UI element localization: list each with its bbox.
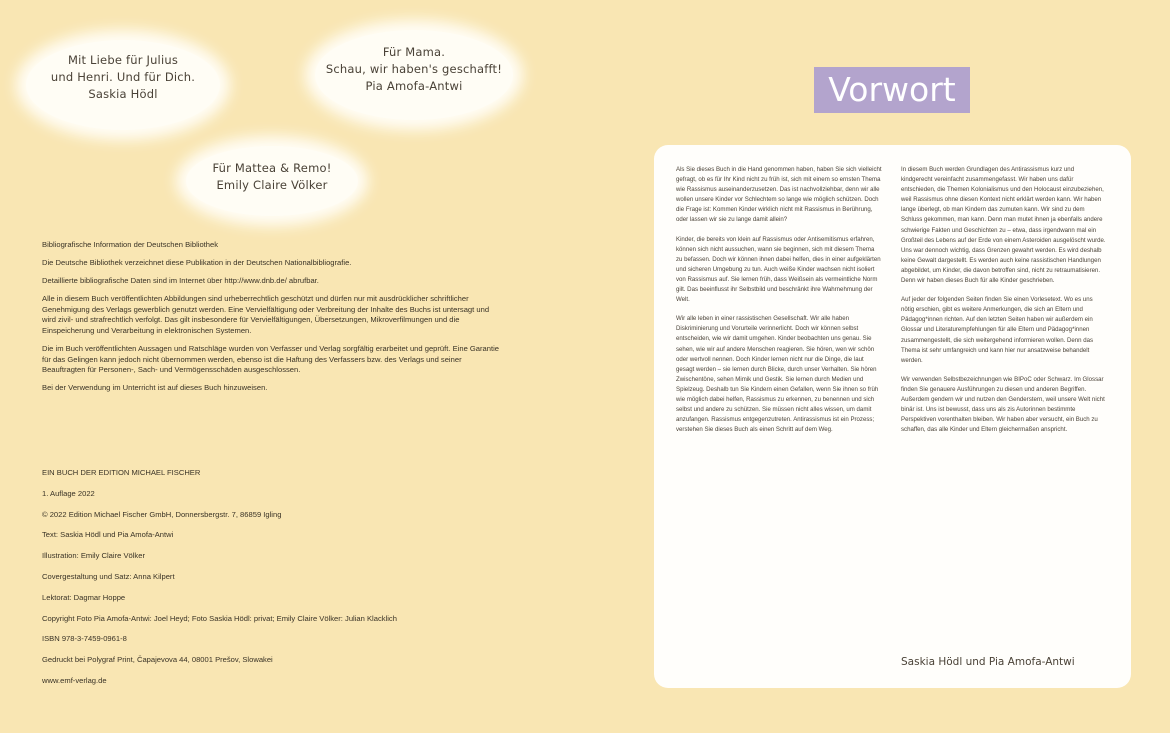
foreword-left-column	[676, 165, 882, 444]
foreword-right-column	[901, 165, 1107, 444]
credit-line: Covergestaltung und Satz: Anna Kilpert	[42, 571, 175, 581]
dedication-line: Saskia Hödl	[88, 87, 158, 101]
credit-line: Lektorat: Dagmar Hoppe	[42, 592, 126, 602]
dedication-line: Pia Amofa-Antwi	[365, 79, 463, 93]
credit-line: Gedruckt bei Polygraf Print, Čapajevova 44, 08001 Prešov, Slowakei	[42, 655, 273, 665]
imprint-paragraph: Die Deutsche Bibliothek verzeichnet diese Publikation in der Deutschen Nationalbibliografie.	[42, 258, 352, 268]
credit-line: Copyright Foto Pia Amofa-Antwi: Joel Heyd; Foto Saskia Hödl: privat; Emily Claire Völker: Julian Klacklich	[42, 613, 397, 623]
credits-block	[42, 468, 512, 697]
imprint-paragraph: Detaillierte bibliografische Daten sind im Internet über http://www.dnb.de/ abrufbar.	[42, 276, 319, 286]
credit-line: EIN BUCH DER EDITION MICHAEL FISCHER	[42, 468, 201, 477]
dedication-line: und Henri. Und für Dich.	[50, 70, 196, 84]
foreword-paragraph: Als Sie dieses Buch in die Hand genommen haben, haben Sie sich vielleicht gefragt, ob es für Ihr Kind nicht zu früh ist, sich mit einem so ernsten Thema wie Rassismus auseinanderzusetzen. Das ist nachvollziehbar, denn wir alle wollen unsere Kinder vor Schlechtem so lange wie möglich schützen. Doch die Frage ist: Kommen Kinder wirklich nicht mit Rassismus in Berührung, oder lassen wir sie zu lange damit allein?	[676, 166, 882, 224]
foreword-title: Vorwort	[814, 67, 970, 113]
credit-line: ISBN 978-3-7459-0961-8	[42, 634, 127, 644]
dedication-line: Emily Claire Völker	[216, 178, 328, 192]
foreword-paragraph: Kinder, die bereits von klein auf Rassismus oder Antisemitismus erfahren, können sich nicht aussuchen, wann sie beginnen, sich mit diesem Thema zu befassen. Doch wir können ihnen dabei helfen, dies in einer aufgeklärten und sicheren Umgebung zu tun. Auch weiße Kinder wachsen nicht isoliert von Rassismus auf. Sie lernen früh, dass Weißsein als vermeintliche Norm gilt. Das beeinflusst ihr Selbstbild und beschränkt ihre Wahrnehmung der Welt.	[676, 235, 881, 304]
credit-line: 1. Auflage 2022	[42, 488, 95, 498]
imprint-paragraph: Bibliografische Information der Deutschen Bibliothek	[42, 240, 219, 249]
dedication-line: Mit Liebe für Julius	[67, 53, 179, 67]
dedication-3	[186, 160, 358, 194]
dedication-line: Für Mattea & Remo!	[212, 161, 332, 175]
dedication-2	[315, 44, 513, 95]
credit-line: www.emf-verlag.de	[42, 675, 107, 685]
imprint-paragraph: Alle in diesem Buch veröffentlichten Abbildungen sind urheberrechtlich geschützt und dürfen nur mit ausdrücklicher schriftlicher Genehmigung des Verlags gewerblich genutzt werden. Eine Vervielfältigung oder Verbreitung der Inhalte des Buchs ist untersagt und wird zivil- und strafrechtlich verfolgt. Das gilt insbesondere für Vervielfältigungen, Übersetzungen, Mikroverfilmungen und die Einspeicherung und Verarbeitung in elektronischen Systemen.	[42, 294, 490, 336]
imprint-block	[42, 240, 502, 402]
foreword-signature: Saskia Hödl und Pia Amofa-Antwi	[901, 656, 1075, 668]
dedication-line: Für Mama.	[382, 45, 446, 59]
foreword-paragraph: Auf jeder der folgenden Seiten finden Sie einen Vorlesetext. Wo es uns nötig erschien, gibt es weitere Anmerkungen, die sich an Eltern und Pädagog*innen richten. Auf den letzten Seiten haben wir außerdem ein Glossar und Literaturempfehlungen für alle Eltern und Pädagog*innen zusammengestellt, die sich weitergehend informieren wollen. Denn das Thema ist sehr umfangreich und kann hier nur ansatzweise behandelt werden.	[901, 296, 1094, 364]
credit-line: Illustration: Emily Claire Völker	[42, 551, 145, 561]
foreword-paragraph: Wir verwenden Selbstbezeichnungen wie BIPoC oder Schwarz. Im Glossar finden Sie genauere Ausführungen zu diesen und anderen Begriffen. Außerdem gendern wir und nutzen den Genderstern, weil unsere Welt nicht binär ist. Uns ist bewusst, dass uns als zis Autorinnen bestimmte Perspektiven vorenthalten bleiben. Wir haben aber versucht, ein Buch zu schaffen, das alle Kinder und Eltern gleichermaßen anspricht.	[901, 375, 1105, 434]
credit-line: © 2022 Edition Michael Fischer GmbH, Donnersbergstr. 7, 86859 Igling	[42, 509, 282, 519]
credit-line: Text: Saskia Hödl und Pia Amofa-Antwi	[42, 530, 174, 540]
dedication-line: Schau, wir haben's geschafft!	[325, 62, 503, 76]
imprint-paragraph: Die im Buch veröffentlichten Aussagen und Ratschläge wurden von Verfasser und Verlag sorgfältig erarbeitet und geprüft. Eine Garantie für das Gelingen kann jedoch nicht übernommen werden, ebenso ist die Haftung des Verfassers bzw. des Verlags und seiner Beauftragten für Personen-, Sach- und Vermögensschäden ausgeschlossen.	[42, 344, 500, 375]
dedication-1	[26, 52, 220, 103]
imprint-paragraph: Bei der Verwendung im Unterricht ist auf dieses Buch hinzuweisen.	[42, 383, 268, 393]
foreword-paragraph: In diesem Buch werden Grundlagen des Antirassismus kurz und kindgerecht vereinfacht zusammengefasst. Wir haben uns dafür entschieden, die Themen Kolonialismus und den Holocaust einzubeziehen, weil Rassismus ohne diesen Kontext nicht erklärt werden kann. Wir haben lange überlegt, ob man Kindern das zumuten kann. Wir sind zu dem Schluss gekommen, man kann. Denn man mutet ihnen ja ebenfalls andere schwierige Fakten und Geschichten zu – etwa, dass irgendwann mal ein Großteil des Lebens auf der Erde von einem Asteroiden ausgelöscht wurde. Uns war dennoch wichtig, dass Grenzen gewahrt werden. Es wird deshalb keine Gewalt dargestellt. Es werden auch keine rassistischen Handlungen abgebildet, um Kinder, die davon betroffen sind, nicht zu retraumatisieren. Denn wir haben dieses Buch für alle Kinder geschrieben.	[901, 166, 1106, 285]
foreword-panel	[654, 145, 1131, 688]
foreword-paragraph: Wir alle leben in einer rassistischen Gesellschaft. Wir alle haben Diskriminierung und Vorurteile verinnerlicht. Doch wir können selbst entscheiden, wie wir damit umgehen. Kinder beobachten uns genau. Sie sehen, wie wir auf andere Menschen reagieren. Sie hören, wen wir schön oder wertvoll nennen. Doch Kinder lernen nicht nur die Dinge, die laut gesagt werden – sie lernen durch Blicke, durch unser Verhalten. Sie hören Zwischentöne, sehen Mimik und Gestik. Sie lernen durch Medien und Spielzeug. Deshalb tun Sie Kindern einen Gefallen, wenn Sie ihnen so früh wie möglich dabei helfen, Rassismus zu erkennen, zu benennen und sich selbst und andere zu schützen. Sie müssen nicht alles wissen, um damit anzufangen. Rassismus entgegenzutreten. Antirassismus ist ein Prozess; verstehen Sie dieses Buch als einen Schritt auf dem Weg.	[676, 315, 879, 434]
